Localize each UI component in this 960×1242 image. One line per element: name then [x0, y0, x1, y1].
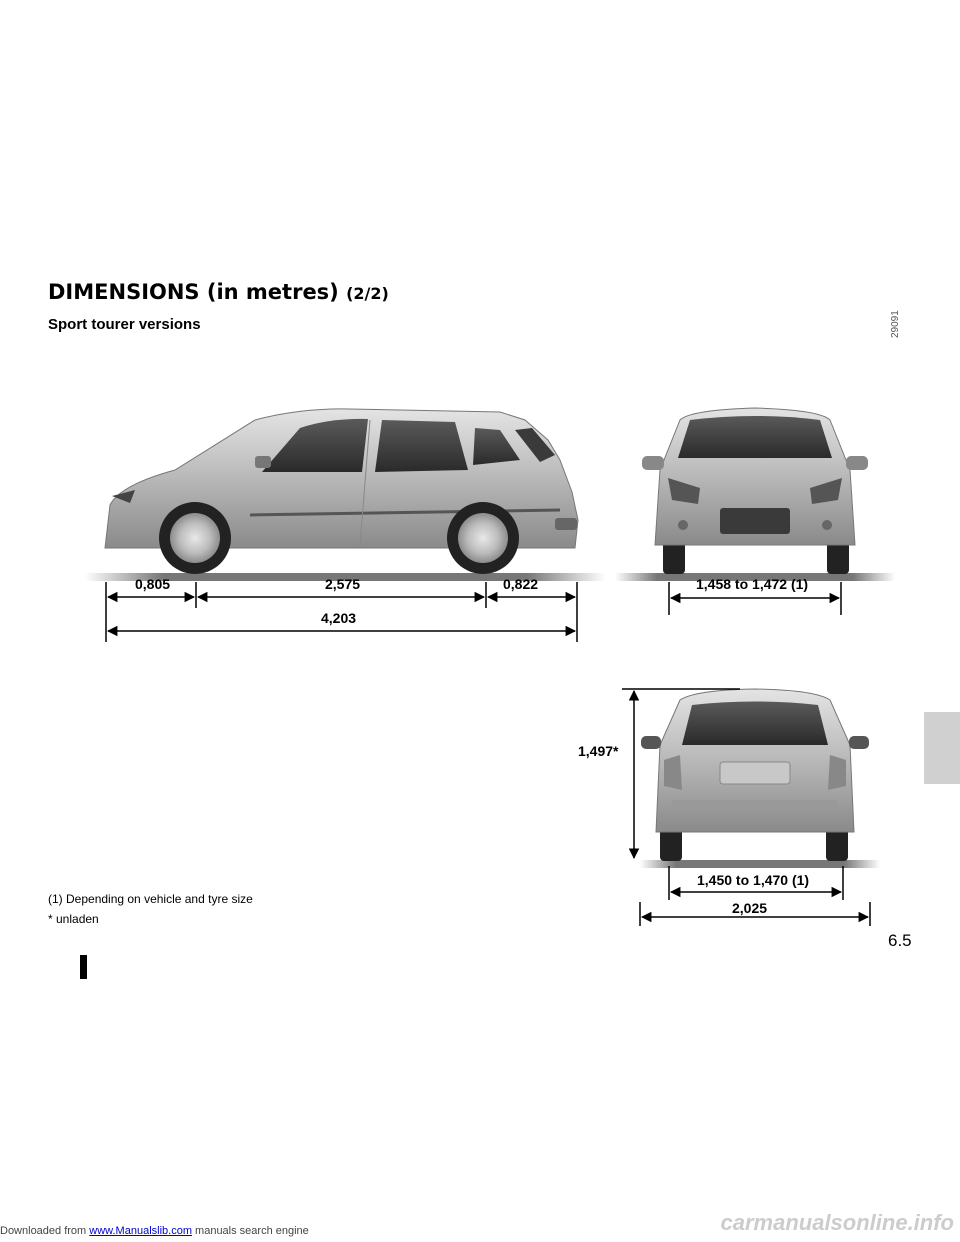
section-tab — [924, 712, 960, 784]
title-main: DIMENSIONS (in metres) — [48, 280, 339, 304]
front-overhang-label: 0,805 — [135, 576, 171, 592]
rear-view-car — [640, 689, 880, 868]
front-view-car — [615, 408, 895, 581]
page-subtitle: Sport tourer versions — [48, 316, 201, 333]
length-label: 4,203 — [321, 610, 357, 626]
width-label: 2,025 — [732, 900, 768, 916]
page-number: 6.5 — [888, 931, 912, 950]
watermark-suffix: manuals search engine — [191, 1225, 309, 1237]
front-track-label: 1,458 to 1,472 (1) — [696, 576, 809, 592]
footnote-tyre-size: (1) Depending on vehicle and tyre size — [48, 892, 253, 906]
side-view-car — [85, 409, 605, 581]
title-suffix: (2/2) — [346, 284, 389, 303]
page-marker — [80, 955, 87, 979]
rear-overhang-label: 0,822 — [503, 576, 539, 592]
site-watermark: carmanualsonline.info — [720, 1210, 954, 1235]
footnote-unladen: * unladen — [48, 912, 99, 926]
download-watermark — [0, 1225, 309, 1237]
watermark-prefix: Downloaded from — [0, 1225, 90, 1237]
figure-code: 29091 — [890, 310, 901, 338]
wheelbase-label: 2,575 — [325, 576, 361, 592]
height-label: 1,497* — [578, 743, 619, 759]
rear-track-label: 1,450 to 1,470 (1) — [697, 872, 810, 888]
manualslib-link[interactable]: www.Manualslib.com — [89, 1225, 192, 1237]
